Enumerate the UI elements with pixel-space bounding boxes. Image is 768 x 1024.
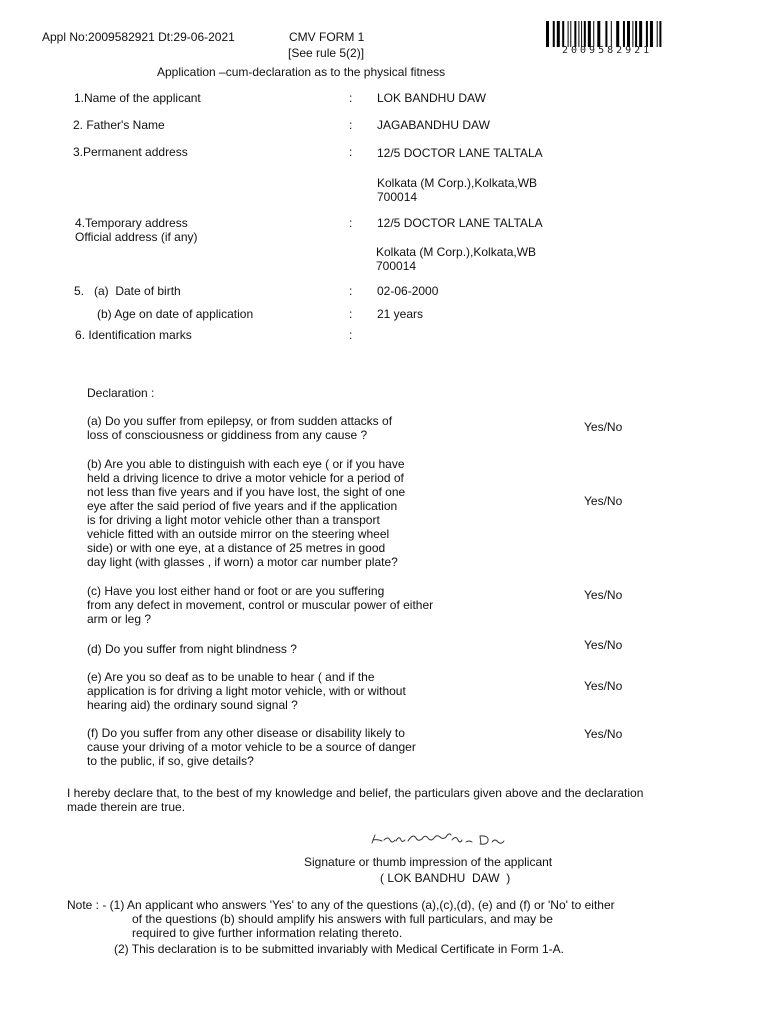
note-1-continued: of the questions (b) should amplify his answers with full particulars, and may be required to give further information relating thereto.	[132, 912, 553, 940]
barcode-bars	[544, 21, 712, 47]
declaration-heading: Declaration :	[87, 386, 155, 400]
father-name-value: JAGABANDHU DAW	[377, 118, 490, 132]
barcode-bar	[574, 21, 576, 47]
rule-reference: [See rule 5(2)]	[288, 46, 365, 60]
barcode-bar	[605, 21, 607, 47]
permanent-address-colon: :	[349, 145, 353, 159]
permanent-address-label: 3.Permanent address	[73, 145, 188, 159]
barcode-bar	[588, 21, 591, 47]
declaration-statement: I hereby declare that, to the best of my knowledge and belief, the particulars given above and the declaration made therein are true.	[67, 786, 644, 814]
answer-c: Yes/No	[584, 588, 623, 602]
barcode-bar	[546, 21, 549, 47]
permanent-address-line1: 12/5 DOCTOR LANE TALTALA	[377, 146, 543, 160]
barcode-bar	[553, 21, 555, 47]
barcode-bar	[623, 21, 625, 47]
answer-b: Yes/No	[584, 494, 623, 508]
barcode-bar	[584, 21, 586, 47]
permanent-address-line2: Kolkata (M Corp.),Kolkata,WB 700014	[377, 176, 538, 204]
barcode-bar	[568, 21, 569, 47]
question-f: (f) Do you suffer from any other disease or disability likely to cause your driving of a motor vehicle to be a source of danger to the public, if so, give details?	[87, 726, 416, 768]
answer-e: Yes/No	[584, 679, 623, 693]
question-e: (e) Are you so deaf as to be unable to hear ( and if the application is for driving a light motor vehicle, with or without hearing aid) the ordinary sound signal ?	[87, 670, 406, 712]
barcode-bar	[581, 21, 582, 47]
form-title: CMV FORM 1	[289, 30, 365, 44]
barcode-bar	[616, 21, 619, 47]
signature-caption: Signature or thumb impression of the applicant	[304, 855, 553, 869]
barcode-number: 2009582921	[562, 45, 653, 56]
question-d: (d) Do you suffer from night blindness ?	[87, 642, 297, 656]
identification-marks-colon: :	[349, 328, 353, 342]
barcode-bar	[562, 21, 564, 47]
barcode-bar	[627, 21, 630, 47]
barcode-bar	[650, 21, 653, 47]
name-value: LOK BANDHU DAW	[377, 91, 486, 105]
barcode-bar	[646, 21, 648, 47]
date-of-birth-value: 02-06-2000	[377, 284, 439, 298]
barcode-bar	[635, 21, 637, 47]
note-1: Note : - (1) An applicant who answers 'Yes' to any of the questions (a),(c),(d), (e) and (f) or 'No' to either	[67, 898, 615, 912]
temporary-address-label: 4.Temporary address Official address (if any)	[75, 216, 198, 244]
application-number: Appl No:2009582921 Dt:29-06-2021	[42, 30, 235, 44]
barcode-bar	[632, 21, 633, 47]
temporary-address-colon: :	[349, 216, 353, 230]
question-b: (b) Are you able to distinguish with each eye ( or if you have held a driving licence to drive a motor vehicle for a period of not less than five years and if you have lost, the sight of one eye after the said period of five years and if the application is for driving a light motor vehicle other than a transport vehicle fitted with an outside mirror on the steering wheel side) or with one eye, at a distance of 25 metres in good day light (with glasses , if worn) a motor car number plate?	[87, 457, 406, 569]
question-a: (a) Do you suffer from epilepsy, or from sudden attacks of loss of consciousness or giddiness from any cause ?	[87, 414, 393, 442]
barcode-bar	[593, 21, 594, 47]
barcode-bar	[639, 21, 642, 47]
barcode-bar	[578, 21, 579, 47]
answer-d: Yes/No	[584, 638, 623, 652]
barcode-bar	[597, 21, 600, 47]
temporary-address-line1: 12/5 DOCTOR LANE TALTALA	[377, 216, 543, 230]
age-label: (b) Age on date of application	[97, 307, 254, 321]
barcode-bar	[570, 21, 571, 47]
father-name-label: 2. Father's Name	[73, 118, 165, 132]
temporary-address-line2: Kolkata (M Corp.),Kolkata,WB 700014	[376, 245, 537, 273]
name-colon: :	[349, 91, 353, 105]
father-name-colon: :	[349, 118, 353, 132]
applicant-name-signature: ( LOK BANDHU DAW )	[380, 871, 511, 885]
age-value: 21 years	[377, 307, 424, 321]
answer-f: Yes/No	[584, 727, 623, 741]
question-c: (c) Have you lost either hand or foot or are you suffering from any defect in movement, control or muscular power of either arm or leg ?	[87, 584, 434, 626]
identification-marks-label: 6. Identification marks	[75, 328, 192, 342]
barcode-bar	[611, 21, 612, 47]
age-colon: :	[349, 307, 353, 321]
date-of-birth-label: 5. (a) Date of birth	[74, 284, 181, 298]
barcode-bar	[557, 21, 560, 47]
handwritten-signature	[368, 828, 538, 850]
note-2: (2) This declaration is to be submitted invariably with Medical Certificate in Form 1-A.	[114, 942, 564, 956]
barcode	[544, 21, 712, 59]
date-of-birth-colon: :	[349, 284, 353, 298]
barcode-bar	[657, 21, 658, 47]
barcode-bar	[659, 21, 661, 47]
form-subtitle: Application –cum-declaration as to the physical fitness	[157, 65, 446, 79]
name-label: 1.Name of the applicant	[74, 91, 201, 105]
answer-a: Yes/No	[584, 420, 623, 434]
